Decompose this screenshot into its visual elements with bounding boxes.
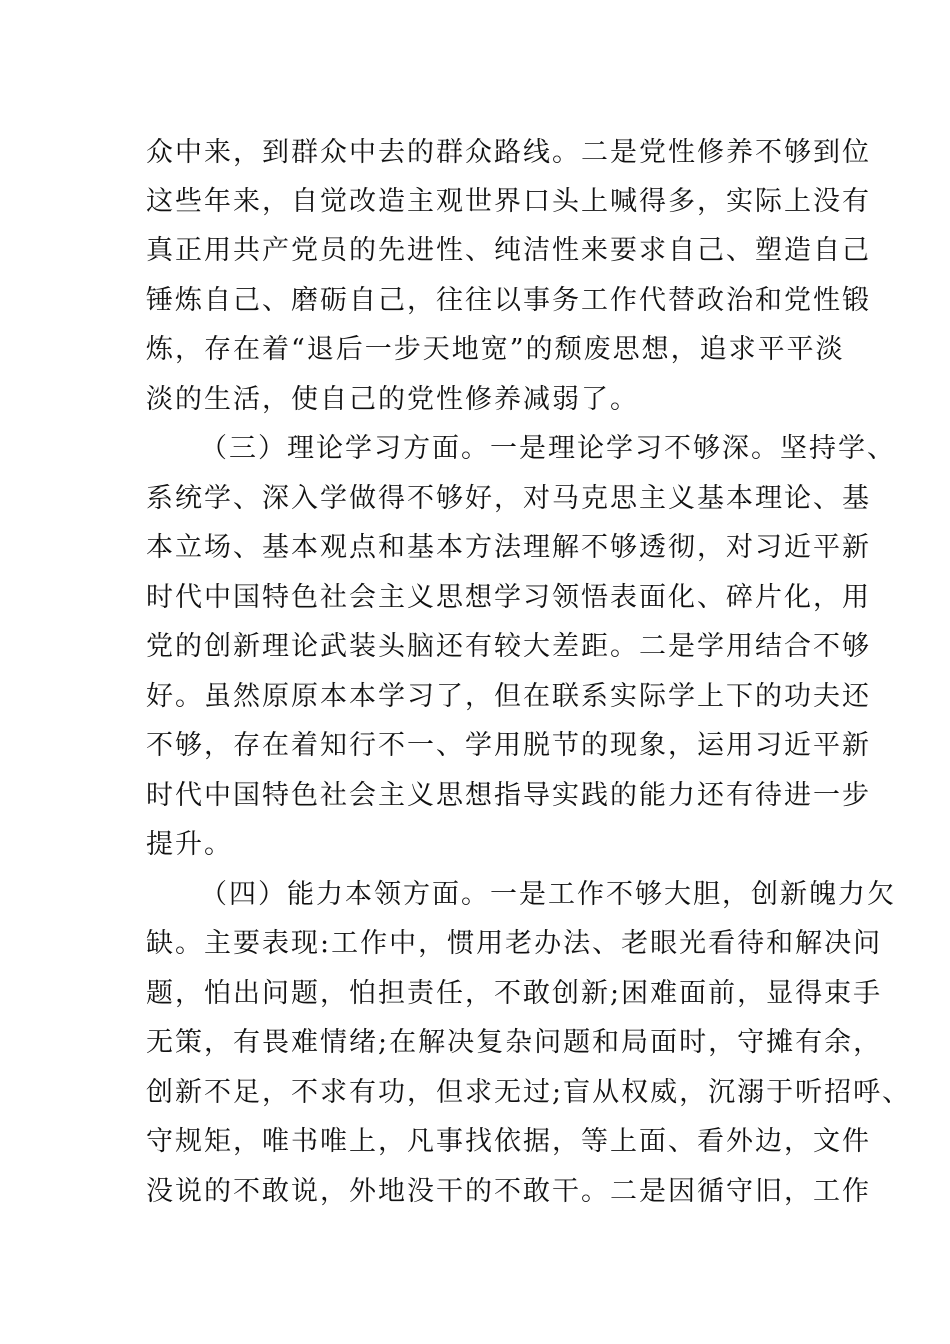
text-line: 时代中国特色社会主义思想学习领悟表面化、碎片化，用 [146,582,871,613]
text-line: 本立场、基本观点和基本方法理解不够透彻，对习近平新 [146,532,871,563]
text-line: 锤炼自己、磨砺自己，往往以事务工作代替政治和党性锻 [146,285,871,316]
text-line: 系统学、深入学做得不够好，对马克思主义基本理论、基 [146,483,871,514]
paragraph-heading-3: （三）理论学习方面。一是理论学习不够深。坚持学、 [200,433,896,464]
text-line: 缺。主要表现:工作中，惯用老办法、老眼光看待和解决问 [146,928,883,959]
text-line: 这些年来，自觉改造主观世界口头上喊得多，实际上没有 [146,186,871,217]
text-line: 淡的生活，使自己的党性修养减弱了。 [146,384,639,415]
text-line: 不够，存在着知行不一、学用脱节的现象，运用习近平新 [146,730,871,761]
text-line: 炼，存在着“退后一步天地宽”的颓废思想，追求平平淡 [146,334,845,365]
paragraph-heading-4: （四）能力本领方面。一是工作不够大胆，创新魄力欠 [200,879,896,910]
text-line: 好。虽然原原本本学习了，但在联系实际学上下的功夫还 [146,681,871,712]
text-line: 真正用共产党员的先进性、纯洁性来要求自己、塑造自己 [146,235,871,266]
text-line: 无策，有畏难情绪;在解决复杂问题和局面时，守摊有余， [146,1027,883,1058]
text-line: 没说的不敢说，外地没干的不敢干。二是因循守旧，工作 [146,1176,871,1207]
text-line: 提升。 [146,829,233,860]
text-line: 创新不足，不求有功，但求无过;盲从权威，沉溺于听招呼、 [146,1077,912,1108]
text-line: 题，怕出问题，怕担责任，不敢创新;困难面前，显得束手 [146,978,883,1009]
text-line: 党的创新理论武装头脑还有较大差距。二是学用结合不够 [146,631,871,662]
text-line: 时代中国特色社会主义思想指导实践的能力还有待进一步 [146,780,871,811]
text-line: 众中来，到群众中去的群众路线。二是党性修养不够到位 [146,137,871,168]
text-line: 守规矩，唯书唯上，凡事找依据，等上面、看外边，文件 [146,1126,871,1157]
